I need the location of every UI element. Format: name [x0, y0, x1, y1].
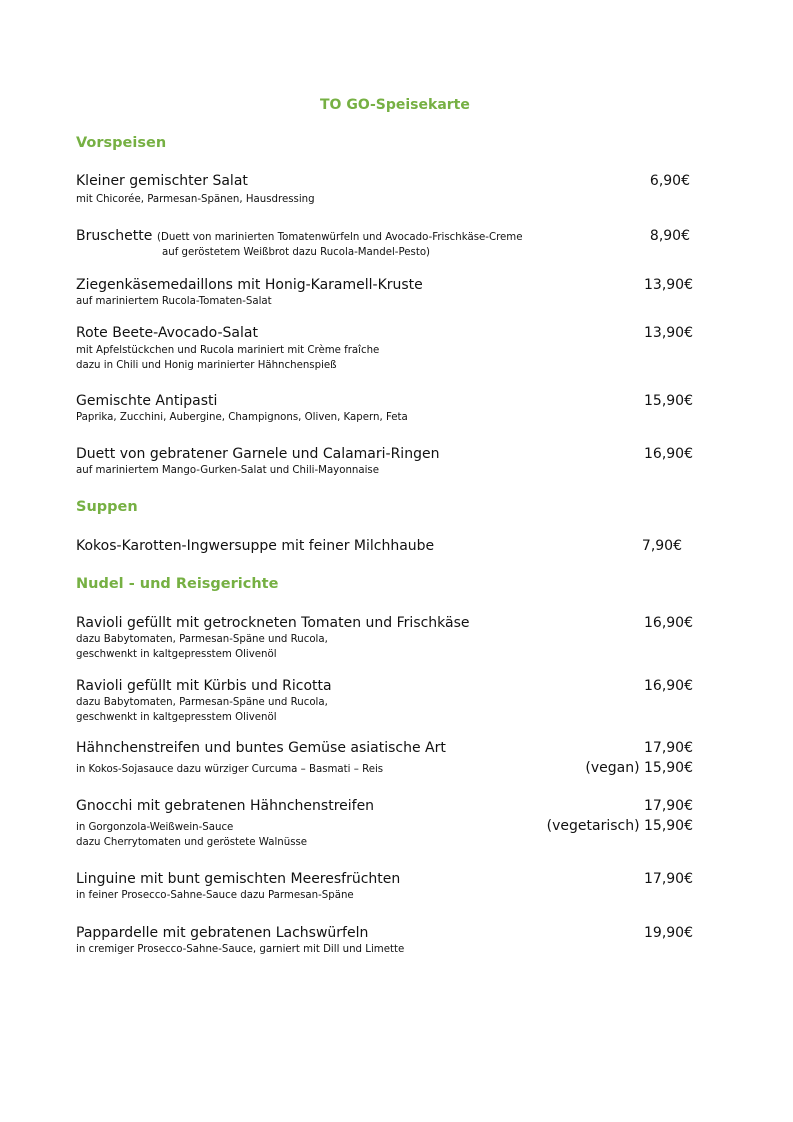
item-description: auf mariniertem Rucola-Tomaten-Salat [76, 296, 272, 307]
item-name: Gnocchi mit gebratenen Hähnchenstreifen [76, 798, 375, 814]
item-name: Pappardelle mit gebratenen Lachswürfeln [76, 925, 369, 941]
item-price: 8,90€ [649, 228, 690, 244]
item-name: Ravioli gefüllt mit Kürbis und Ricotta [76, 678, 332, 694]
item-name: Kokos-Karotten-Ingwersuppe mit feiner Milchhaube [76, 538, 435, 554]
item-description: dazu Cherrytomaten und geröstete Walnüsse [76, 837, 308, 848]
section-heading-suppen: Suppen [76, 499, 138, 515]
item-description: in Gorgonzola-Weißwein-Sauce [76, 822, 234, 833]
section-heading-vorspeisen: Vorspeisen [76, 135, 167, 151]
item-name: Ziegenkäsemedaillons mit Honig-Karamell-Kruste [76, 277, 423, 293]
item-description: mit Apfelstückchen und Rucola mariniert mit Crème fraîche [76, 345, 380, 356]
item-description: in Kokos-Sojasauce dazu würziger Curcuma – Basmati – Reis [76, 764, 384, 775]
item-name: Duett von gebratener Garnele und Calamari-Ringen [76, 446, 440, 462]
item-price: 17,90€ [644, 871, 693, 887]
item-price: 13,90€ [644, 277, 693, 293]
item-alt-price: (vegetarisch) 15,90€ [546, 818, 693, 834]
item-alt-price: (vegan) 15,90€ [585, 760, 693, 776]
item-description: geschwenkt in kaltgepresstem Olivenöl [76, 712, 277, 723]
page-title: TO GO-Speisekarte [320, 97, 470, 113]
item-description: dazu in Chili und Honig marinierter Hähnchenspieß [76, 360, 337, 371]
item-name: Hähnchenstreifen und buntes Gemüse asiatische Art [76, 740, 446, 756]
section-heading-nudel-reis: Nudel - und Reisgerichte [76, 576, 279, 592]
item-name: Ravioli gefüllt mit getrockneten Tomaten und Frischkäse [76, 615, 470, 631]
item-description: mit Chicorée, Parmesan-Spänen, Hausdressing [76, 194, 315, 205]
item-price: 17,90€ [644, 740, 693, 756]
item-description: auf geröstetem Weißbrot dazu Rucola-Mandel-Pesto) [162, 247, 431, 258]
item-name: Linguine mit bunt gemischten Meeresfrüchten [76, 871, 401, 887]
item-description: geschwenkt in kaltgepresstem Olivenöl [76, 649, 277, 660]
item-price: 17,90€ [644, 798, 693, 814]
item-description: in cremiger Prosecco-Sahne-Sauce, garniert mit Dill und Limette [76, 944, 405, 955]
item-name: Kleiner gemischter Salat [76, 173, 248, 189]
item-description: dazu Babytomaten, Parmesan-Späne und Rucola, [76, 697, 328, 708]
item-description: Paprika, Zucchini, Aubergine, Champignons, Oliven, Kapern, Feta [76, 412, 408, 423]
item-price: 13,90€ [644, 325, 693, 341]
item-name: Rote Beete-Avocado-Salat [76, 325, 258, 341]
item-description: in feiner Prosecco-Sahne-Sauce dazu Parmesan-Späne [76, 890, 354, 901]
item-price: 19,90€ [644, 925, 693, 941]
item-price: 16,90€ [644, 678, 693, 694]
item-price: 16,90€ [644, 615, 693, 631]
item-price: 15,90€ [644, 393, 693, 409]
item-price: 16,90€ [644, 446, 693, 462]
item-price: 6,90€ [649, 173, 690, 189]
item-description: auf mariniertem Mango-Gurken-Salat und Chili-Mayonnaise [76, 465, 380, 476]
item-name: Bruschette [76, 228, 153, 244]
item-name: Gemischte Antipasti [76, 393, 218, 409]
item-price: 7,90€ [641, 538, 682, 554]
item-description: dazu Babytomaten, Parmesan-Späne und Rucola, [76, 634, 328, 645]
item-description: (Duett von marinierten Tomatenwürfeln und Avocado-Frischkäse-Creme [157, 232, 523, 243]
